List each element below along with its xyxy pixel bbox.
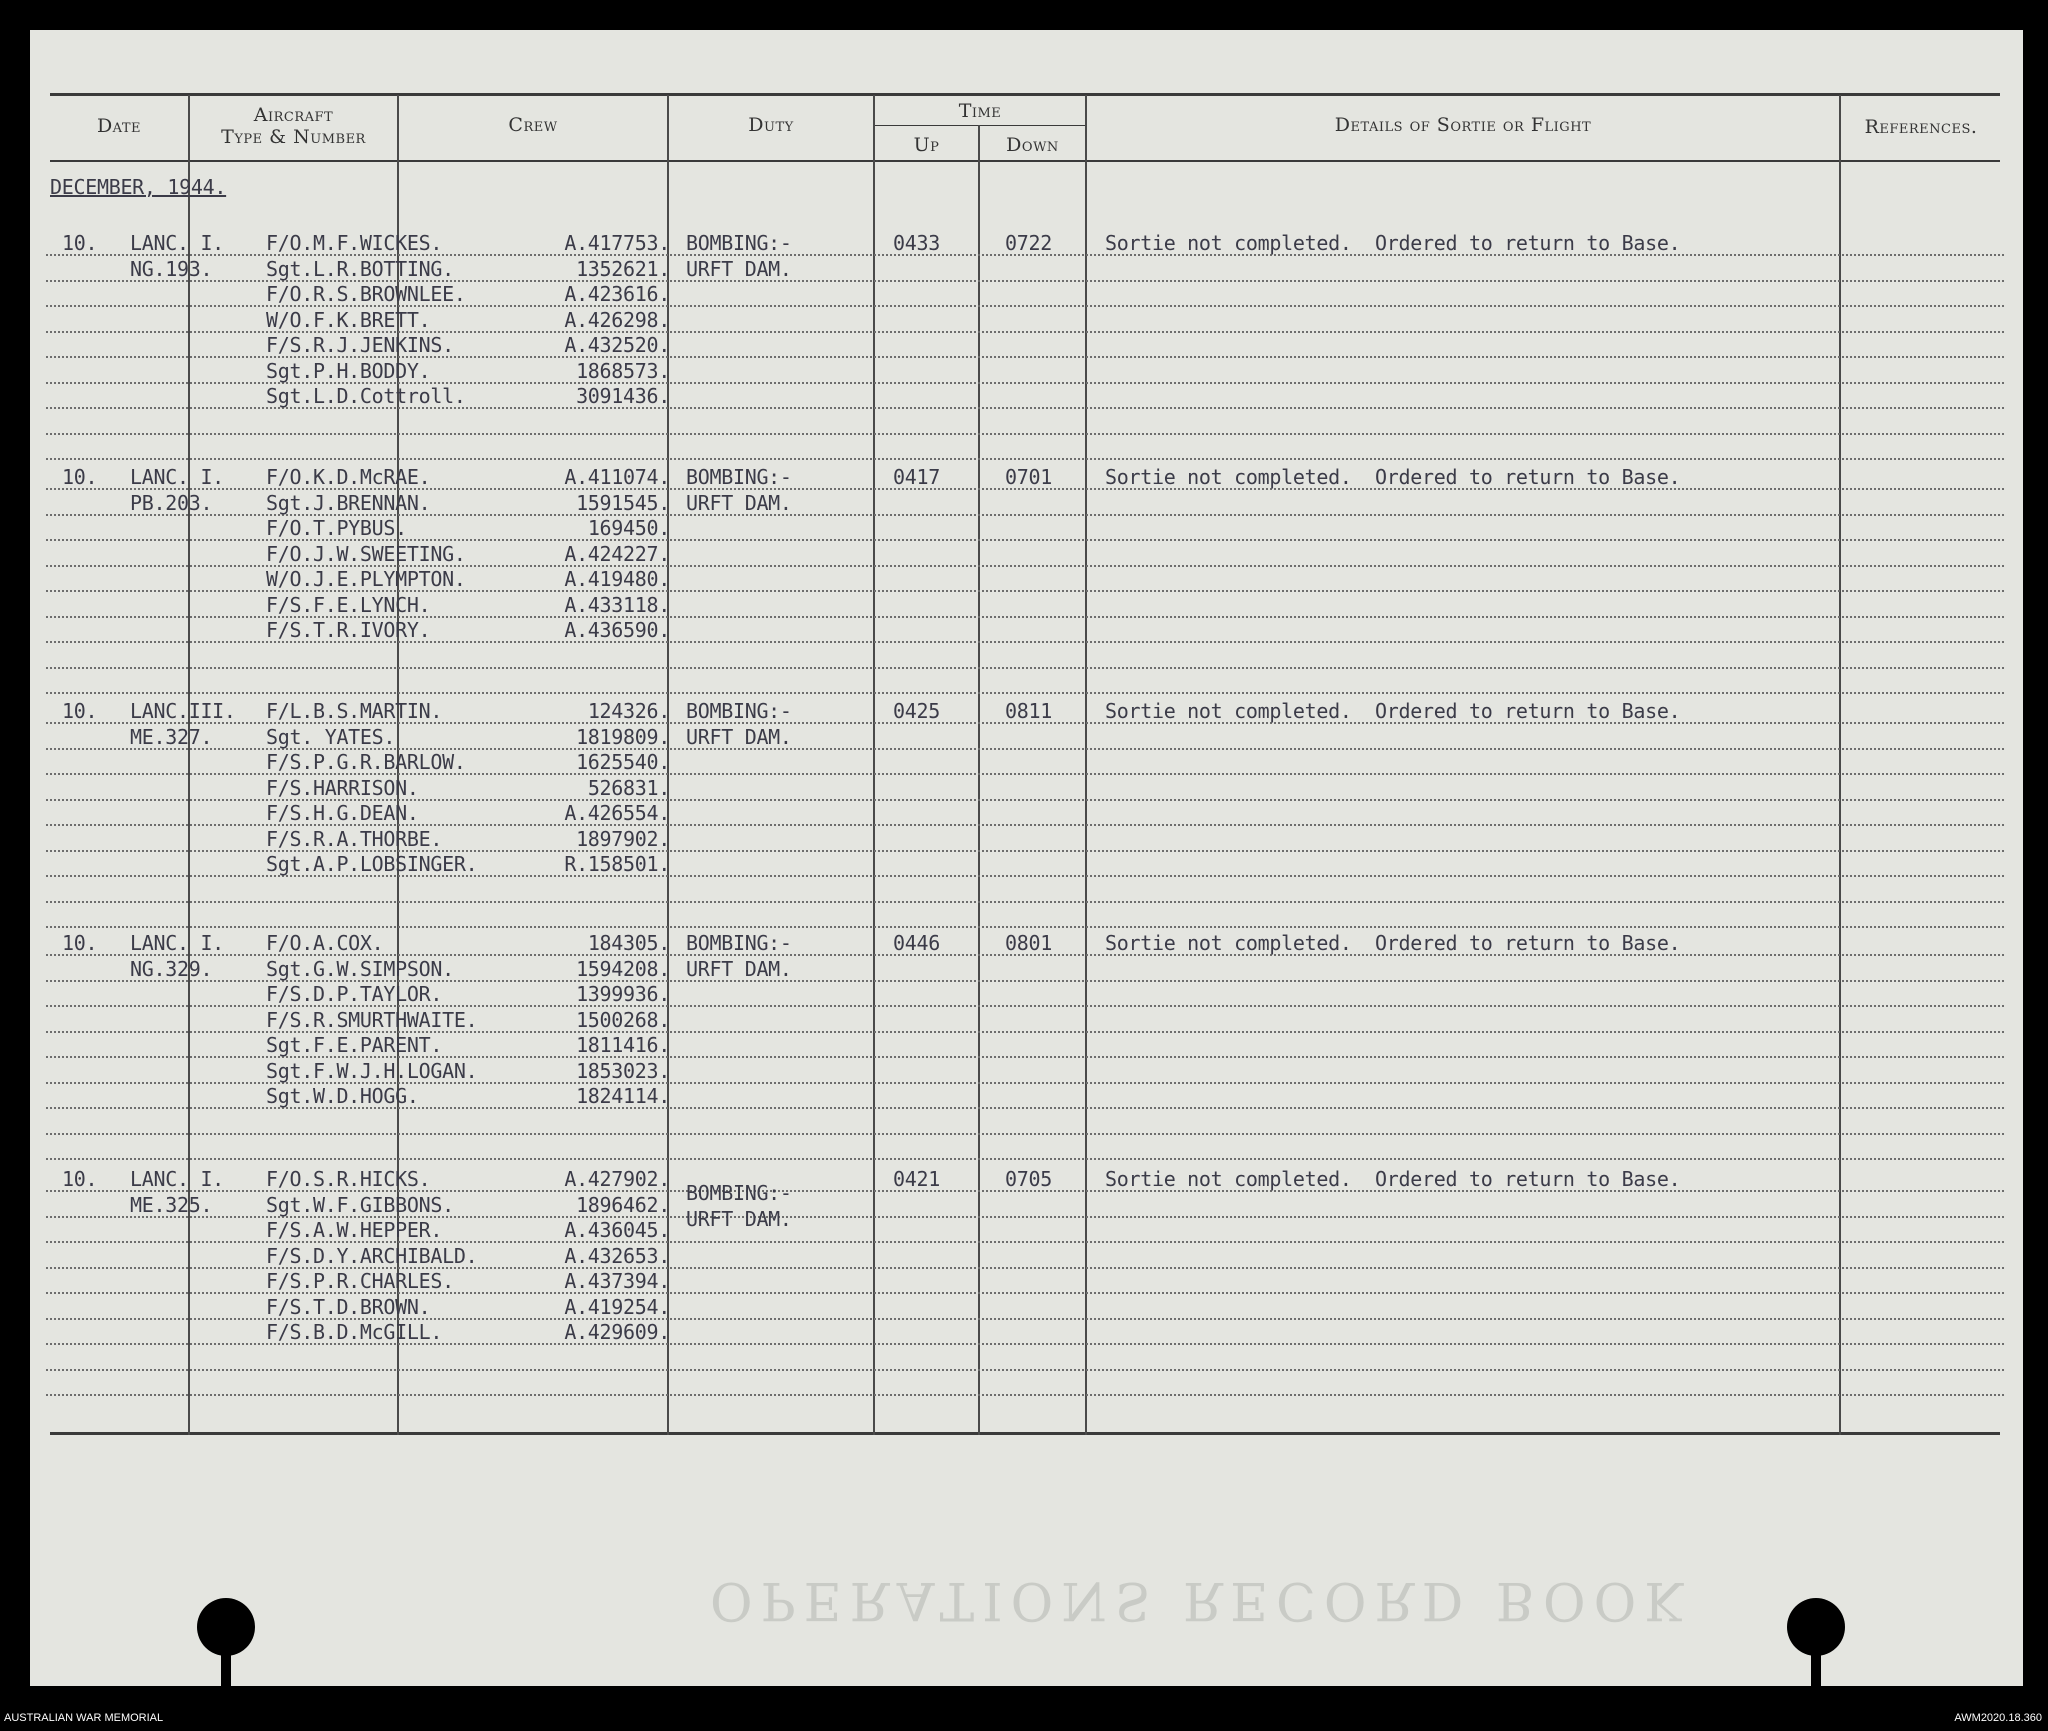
crew-service-number: A.417753. [564, 231, 670, 255]
time-down: 0701 [1005, 465, 1052, 489]
crew-service-number: A.432653. [564, 1243, 670, 1268]
crew-service-number: A.426298. [564, 307, 670, 332]
aircraft-type: LANC.III. [130, 699, 236, 723]
header-duty: Duty [748, 114, 794, 136]
header-details: Details of Sortie or Flight [1334, 114, 1592, 136]
month-heading: DECEMBER, 1944. [50, 175, 227, 199]
time-down: 0801 [1005, 931, 1052, 955]
duty-line-2: URFT DAM. [686, 490, 792, 515]
crew-service-number: A.411074. [564, 465, 670, 489]
sortie-date: 10. [62, 699, 98, 723]
dotted-rule [46, 1158, 2004, 1160]
duty-line-2: URFT DAM. [686, 956, 792, 981]
header-bottom-rule [50, 160, 2000, 162]
footer-accession: AWM2020.18.360 [1954, 1712, 2042, 1724]
column-line-date [188, 95, 190, 1435]
header-time: Time [958, 100, 1002, 122]
dotted-rule [46, 433, 2004, 435]
crew-name: Sgt.L.R.BOTTING. [266, 256, 454, 281]
crew-service-number: 124326. [587, 699, 670, 723]
crew-name: Sgt.W.F.GIBBONS. [266, 1192, 454, 1217]
crew-service-number: 184305. [587, 931, 670, 955]
crew-service-number: 526831. [587, 775, 670, 800]
crew-name: F/S.T.D.BROWN. [266, 1294, 431, 1319]
time-up: 0433 [893, 231, 940, 255]
time-down: 0811 [1005, 699, 1052, 723]
crew-name: F/S.T.R.IVORY. [266, 618, 431, 642]
duty-line-1: BOMBING:- [686, 1181, 792, 1205]
crew-name: Sgt.A.P.LOBSINGER. [266, 852, 478, 876]
dotted-rule [46, 692, 2004, 694]
crew-service-number: A.436045. [564, 1218, 670, 1242]
crew-service-number: A.429609. [564, 1320, 670, 1344]
crew-name: F/S.F.E.LYNCH. [266, 592, 431, 617]
crew-name: Sgt. YATES. [266, 724, 396, 749]
binder-hole-left-slot [221, 1630, 231, 1686]
sortie-details: Sortie not completed. Ordered to return to Base. [1105, 1167, 1681, 1191]
crew-name: F/S.HARRISON. [266, 775, 419, 800]
time-up: 0446 [893, 931, 940, 955]
header-aircraft-sub: Type & Number [221, 126, 366, 148]
table-bottom-rule [50, 1432, 2000, 1435]
crew-service-number: 1811416. [576, 1033, 670, 1057]
column-line-up [978, 125, 980, 1435]
crew-service-number: A.419254. [564, 1294, 670, 1319]
aircraft-type: LANC. I. [130, 1167, 224, 1191]
crew-service-number: 1591545. [576, 490, 670, 515]
crew-name: F/S.R.J.JENKINS. [266, 333, 454, 357]
crew-service-number: 1500268. [576, 1007, 670, 1032]
crew-service-number: 1819809. [576, 724, 670, 749]
crew-name: F/O.R.S.BROWNLEE. [266, 282, 466, 306]
sortie-details: Sortie not completed. Ordered to return to Base. [1105, 931, 1681, 955]
aircraft-number: ME.327. [130, 724, 213, 749]
crew-name: F/O.J.W.SWEETING. [266, 541, 466, 566]
dotted-rule [46, 458, 2004, 460]
crew-service-number: 1594208. [576, 956, 670, 981]
crew-name: Sgt.P.H.BODDY. [266, 358, 431, 383]
duty-line-1: BOMBING:- [686, 699, 792, 723]
crew-service-number: A.427902. [564, 1167, 670, 1191]
duty-line-2: URFT DAM. [686, 724, 792, 749]
crew-name: F/S.P.G.R.BARLOW. [266, 750, 466, 774]
crew-service-number: A.436590. [564, 618, 670, 642]
aircraft-type: LANC. I. [130, 231, 224, 255]
crew-service-number: A.437394. [564, 1269, 670, 1293]
column-line-duty [873, 95, 875, 1435]
crew-service-number: 1853023. [576, 1058, 670, 1083]
aircraft-number: NG.193. [130, 256, 213, 281]
column-line-details [1839, 95, 1841, 1435]
dotted-rule [46, 1394, 2004, 1396]
crew-name: W/O.J.E.PLYMPTON. [266, 567, 466, 591]
crew-service-number: A.426554. [564, 801, 670, 825]
dotted-rule [46, 667, 2004, 669]
crew-service-number: A.424227. [564, 541, 670, 566]
record-sheet [30, 30, 2023, 1686]
crew-name: F/O.K.D.McRAE. [266, 465, 431, 489]
header-references: References. [1864, 116, 1978, 138]
binder-hole-right-slot [1811, 1630, 1821, 1686]
sortie-date: 10. [62, 465, 98, 489]
sortie-date: 10. [62, 931, 98, 955]
crew-name: F/O.M.F.WICKES. [266, 231, 443, 255]
crew-name: F/O.A.COX. [266, 931, 384, 955]
table-top-rule [50, 93, 2000, 96]
duty-line-2: URFT DAM. [686, 1206, 792, 1231]
time-up: 0417 [893, 465, 940, 489]
dotted-rule [46, 1369, 2004, 1371]
crew-name: W/O.F.K.BRETT. [266, 307, 431, 332]
crew-name: F/S.D.P.TAYLOR. [266, 982, 443, 1006]
sortie-date: 10. [62, 1167, 98, 1191]
crew-name: F/S.R.A.THORBE. [266, 826, 443, 851]
crew-name: F/S.A.W.HEPPER. [266, 1218, 443, 1242]
crew-service-number: 1399936. [576, 982, 670, 1006]
column-line-down [1085, 95, 1087, 1435]
aircraft-number: PB.203. [130, 490, 213, 515]
crew-name: Sgt.F.E.PARENT. [266, 1033, 443, 1057]
footer-credit: AUSTRALIAN WAR MEMORIAL [4, 1712, 164, 1724]
crew-name: Sgt.W.D.HOGG. [266, 1084, 419, 1108]
crew-name: F/S.H.G.DEAN. [266, 801, 419, 825]
aircraft-number: NG.329. [130, 956, 213, 981]
aircraft-number: ME.325. [130, 1192, 213, 1217]
crew-name: F/S.P.R.CHARLES. [266, 1269, 454, 1293]
time-up: 0421 [893, 1167, 940, 1191]
crew-name: Sgt.F.W.J.H.LOGAN. [266, 1058, 478, 1083]
dotted-rule [46, 901, 2004, 903]
sortie-date: 10. [62, 231, 98, 255]
crew-name: F/S.D.Y.ARCHIBALD. [266, 1243, 478, 1268]
time-up: 0425 [893, 699, 940, 723]
crew-name: F/O.T.PYBUS. [266, 516, 407, 540]
crew-service-number: 1625540. [576, 750, 670, 774]
sortie-details: Sortie not completed. Ordered to return to Base. [1105, 231, 1681, 255]
sortie-details: Sortie not completed. Ordered to return to Base. [1105, 699, 1681, 723]
crew-service-number: A.432520. [564, 333, 670, 357]
crew-service-number: R.158501. [564, 852, 670, 876]
crew-name: F/O.S.R.HICKS. [266, 1167, 431, 1191]
header-up: Up [913, 134, 940, 156]
duty-line-2: URFT DAM. [686, 256, 792, 281]
crew-service-number: 1352621. [576, 256, 670, 281]
duty-line-1: BOMBING:- [686, 931, 792, 955]
header-aircraft: Aircraft [253, 104, 334, 126]
crew-service-number: 1896462. [576, 1192, 670, 1217]
crew-service-number: 3091436. [576, 384, 670, 408]
header-down: Down [1006, 134, 1059, 156]
sortie-details: Sortie not completed. Ordered to return to Base. [1105, 465, 1681, 489]
crew-name: F/L.B.S.MARTIN. [266, 699, 443, 723]
duty-line-1: BOMBING:- [686, 465, 792, 489]
crew-name: F/S.R.SMURTHWAITE. [266, 1007, 478, 1032]
bleed-through-text: OPERATIONS RECORD BOOK [710, 1570, 1692, 1630]
crew-service-number: A.419480. [564, 567, 670, 591]
crew-name: F/S.B.D.McGILL. [266, 1320, 443, 1344]
crew-service-number: 1824114. [576, 1084, 670, 1108]
header-date: Date [96, 115, 142, 137]
crew-service-number: 169450. [587, 516, 670, 540]
dotted-rule [46, 1133, 2004, 1135]
time-down: 0722 [1005, 231, 1052, 255]
time-down: 0705 [1005, 1167, 1052, 1191]
crew-service-number: 1868573. [576, 358, 670, 383]
duty-line-1: BOMBING:- [686, 231, 792, 255]
dotted-rule [46, 926, 2004, 928]
crew-name: Sgt.L.D.Cottroll. [266, 384, 466, 408]
crew-name: Sgt.G.W.SIMPSON. [266, 956, 454, 981]
aircraft-type: LANC. I. [130, 465, 224, 489]
header-crew: Crew [508, 114, 558, 136]
aircraft-type: LANC. I. [130, 931, 224, 955]
crew-service-number: 1897902. [576, 826, 670, 851]
crew-service-number: A.423616. [564, 282, 670, 306]
crew-name: Sgt.J.BRENNAN. [266, 490, 431, 515]
crew-service-number: A.433118. [564, 592, 670, 617]
